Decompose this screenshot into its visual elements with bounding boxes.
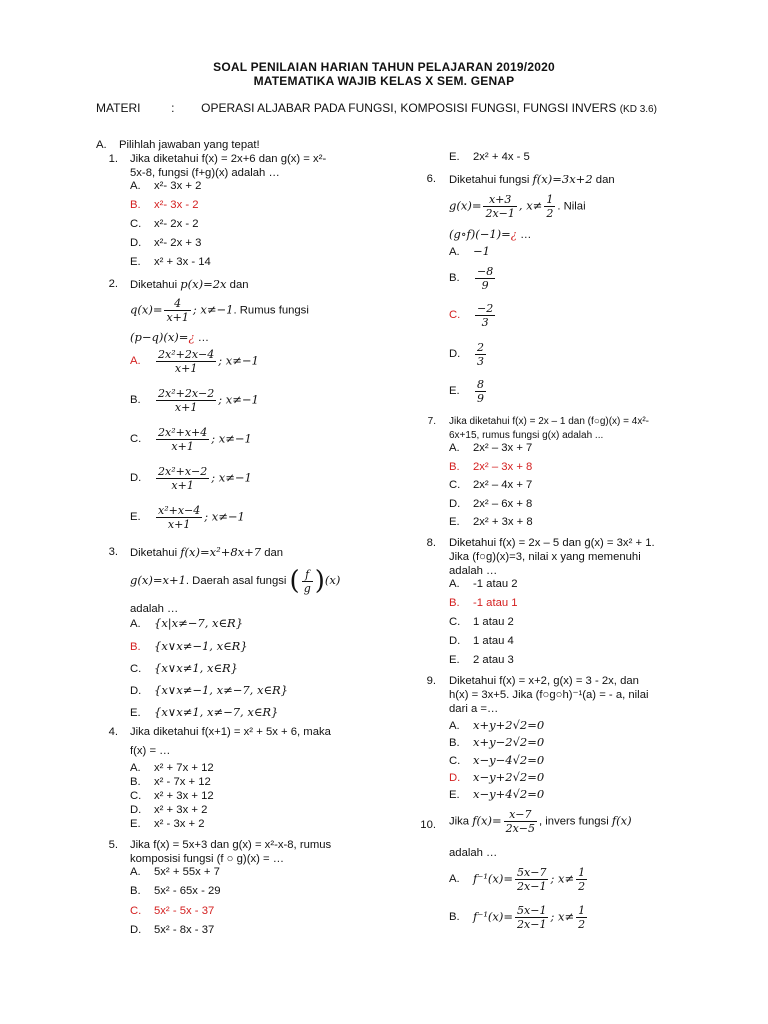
q9-number: 9. <box>426 675 436 687</box>
q2-text-2: q(x)= $\frac{4}{x+1}$ ; x≠−1. Rumus fungsi <box>130 297 309 324</box>
q1-option-c: C. x²- 2x - 2 <box>130 218 199 230</box>
q3-number: 3. <box>108 546 118 558</box>
q4-option-a: A. x² + 7x + 12 <box>130 762 214 774</box>
q9-option-c: C. x−y−4√2=0 <box>449 753 545 767</box>
q3-text-1: Diketahui f(x)=x²+8x+7 dan <box>130 545 284 559</box>
q1-option-a: A. x²- 3x + 2 <box>130 180 202 192</box>
q5-text-1: Jika f(x) = 5x+3 dan g(x) = x²-x-8, rumus <box>130 839 332 851</box>
q4-option-b: B. x² - 7x + 12 <box>130 776 211 788</box>
q8-option-b: B. -1 atau 1 <box>449 597 518 609</box>
q1-option-e: E. x² + 3x - 14 <box>130 256 211 268</box>
q6-option-d: D. $\frac{2}{3}$ <box>449 341 484 368</box>
q9-option-b: B. x+y−2√2=0 <box>449 735 545 749</box>
q8-text-2: Jika (f○g)(x)=3, nilai x yang memenuhi <box>449 551 641 563</box>
q8-option-c: C. 1 atau 2 <box>449 616 514 628</box>
q8-text-1: Diketahui f(x) = 2x – 5 dan g(x) = 3x² + 1. <box>449 537 655 549</box>
q7-text-1: Jika diketahui f(x) = 2x – 1 dan (f○g)(x) = 4x²- <box>449 416 650 427</box>
q9-text-2: h(x) = 3x+5. Jika (f○g○h)⁻¹(a) = - a, nilai <box>449 689 649 701</box>
q9-option-a: A. x+y+2√2=0 <box>449 718 545 732</box>
q2-option-c: C. $\frac{\text{2x²+x+4}}{x+1}$ ; x≠−1 <box>130 426 252 453</box>
q2-option-b: B. $\frac{\text{2x²+2x−2}}{x+1}$ ; x≠−1 <box>130 387 259 414</box>
q1-option-d: D. x²- 2x + 3 <box>130 237 202 249</box>
q9-text-1: Diketahui f(x) = x+2, g(x) = 3 - 2x, dan <box>449 675 639 687</box>
materi-text: OPERASI ALJABAR PADA FUNGSI, KOMPOSISI FUNGSI, FUNGSI INVERS <box>201 101 617 115</box>
q6-number: 6. <box>426 173 436 185</box>
q9-text-3: dari a =… <box>449 703 499 715</box>
q8-option-e: E. 2 atau 3 <box>449 654 514 666</box>
q3-option-c: C. {x∨x≠1, x∈R} <box>130 661 238 675</box>
section-letter: A. <box>96 139 107 151</box>
q8-number: 8. <box>426 537 436 549</box>
q6-text-2: g(x)= $\frac{x+3}{2x-1}$ , x≠ $\frac{1}{2}$ . Nilai <box>449 193 586 220</box>
q3-option-b: B. {x∨x≠−1, x∈R} <box>130 639 248 653</box>
section-instruction: Pilihlah jawaban yang tepat! <box>119 139 260 151</box>
q6-option-b: B. $\frac{-8}{9}$ <box>449 265 494 292</box>
q1-text-1: Jika diketahui f(x) = 2x+6 dan g(x) = x²- <box>130 153 327 165</box>
q4-option-c: C. x² + 3x + 12 <box>130 790 214 802</box>
q10-number: 10. <box>420 819 436 831</box>
q3-option-e: E. {x∨x≠1, x≠−7, x∈R} <box>130 705 279 719</box>
q7-text-2: 6x+15, rumus fungsi g(x) adalah ... <box>449 430 604 441</box>
materi-kd: (KD 3.6) <box>619 104 657 115</box>
q2-text-1: Diketahui p(x)=2x dan <box>130 277 249 291</box>
q1-text-2: 5x-8, fungsi (f+g)(x) adalah … <box>130 167 280 179</box>
q4-option-d: D. x² + 3x + 2 <box>130 804 208 816</box>
q8-option-a: A. -1 atau 2 <box>449 578 518 590</box>
q2-text-3: (p−q)(x)=¿ … <box>130 330 210 344</box>
q6-text-1: Diketahui fungsi f(x)=3x+2 dan <box>449 172 615 186</box>
materi-label: MATERI <box>96 101 141 115</box>
q7-option-b: B. 2x² – 3x + 8 <box>449 461 533 473</box>
q8-option-d: D. 1 atau 4 <box>449 635 514 647</box>
q2-option-d: D. $\frac{\text{2x²+x−2}}{x+1}$ ; x≠−1 <box>130 465 252 492</box>
q1-option-b: B. x²- 3x - 2 <box>130 199 199 211</box>
q5-option-e: E. 2x² + 4x - 5 <box>449 151 530 163</box>
q5-option-b: B. 5x² - 65x - 29 <box>130 885 221 897</box>
q10-option-a: A. f⁻¹(x)= $\frac{5x-7}{2x-1}$ ; x≠ $\frac{1}{2}$ <box>449 866 586 893</box>
q4-text-1: Jika diketahui f(x+1) = x² + 5x + 6, maka <box>130 726 331 738</box>
q5-option-c: C. 5x² - 5x - 37 <box>130 905 215 917</box>
q6-option-c: C. $\frac{-2}{3}$ <box>449 302 494 329</box>
q9-option-e: E. x−y+4√2=0 <box>449 787 545 801</box>
q3-text-2: g(x)=x+1. Daerah asal fungsi ( $\frac{f}{g}$ )(x) <box>130 566 341 596</box>
q7-number: 7. <box>427 416 436 427</box>
q2-number: 2. <box>108 278 118 290</box>
q3-option-a: A. {x|x≠−7, x∈R} <box>130 616 244 630</box>
q7-option-d: D. 2x² – 6x + 8 <box>449 498 533 510</box>
q8-text-3: adalah … <box>449 565 498 577</box>
q3-option-d: D. {x∨x≠−1, x≠−7, x∈R} <box>130 683 288 697</box>
q3-text-3: adalah … <box>130 603 179 615</box>
materi-line <box>96 101 657 115</box>
q4-text-2: f(x) = … <box>130 745 171 757</box>
q4-option-e: E. x² - 3x + 2 <box>130 818 205 830</box>
q6-option-e: E. $\frac{8}{9}$ <box>449 378 484 405</box>
q4-number: 4. <box>108 726 118 738</box>
q2-option-e: E. $\frac{\text{x²+x−4}}{x+1}$ ; x≠−1 <box>130 504 245 531</box>
document-title: SOAL PENILAIAN HARIAN TAHUN PELAJARAN 2019/2020 <box>213 60 555 74</box>
q7-option-a: A. 2x² – 3x + 7 <box>449 442 533 454</box>
q5-option-a: A. 5x² + 55x + 7 <box>130 866 220 878</box>
q10-text-2: adalah … <box>449 847 498 859</box>
document-subtitle: MATEMATIKA WAJIB KELAS X SEM. GENAP <box>253 74 515 88</box>
q5-option-d: D. 5x² - 8x - 37 <box>130 924 215 936</box>
q5-text-2: komposisi fungsi (f ○ g)(x) = … <box>130 853 285 865</box>
q2-option-a: A. $\frac{\text{2x²+2x−4}}{x+1}$ ; x≠−1 <box>130 348 259 375</box>
q5-number: 5. <box>108 839 118 851</box>
q7-option-e: E. 2x² + 3x + 8 <box>449 516 533 528</box>
q10-option-b: B. f⁻¹(x)= $\frac{5x-1}{2x-1}$ ; x≠ $\frac{1}{2}$ <box>449 904 586 931</box>
materi-separator: : <box>171 101 175 115</box>
q6-option-a: A. −1 <box>449 244 490 258</box>
q6-text-3: (g∘f)(−1)=¿ … <box>449 227 532 241</box>
q7-option-c: C. 2x² – 4x + 7 <box>449 479 533 491</box>
q10-text-1: Jika f(x)= $\frac{x-7}{2x-5}$ , invers fungsi f(x) <box>449 808 632 835</box>
q9-option-d: D. x−y+2√2=0 <box>449 770 545 784</box>
